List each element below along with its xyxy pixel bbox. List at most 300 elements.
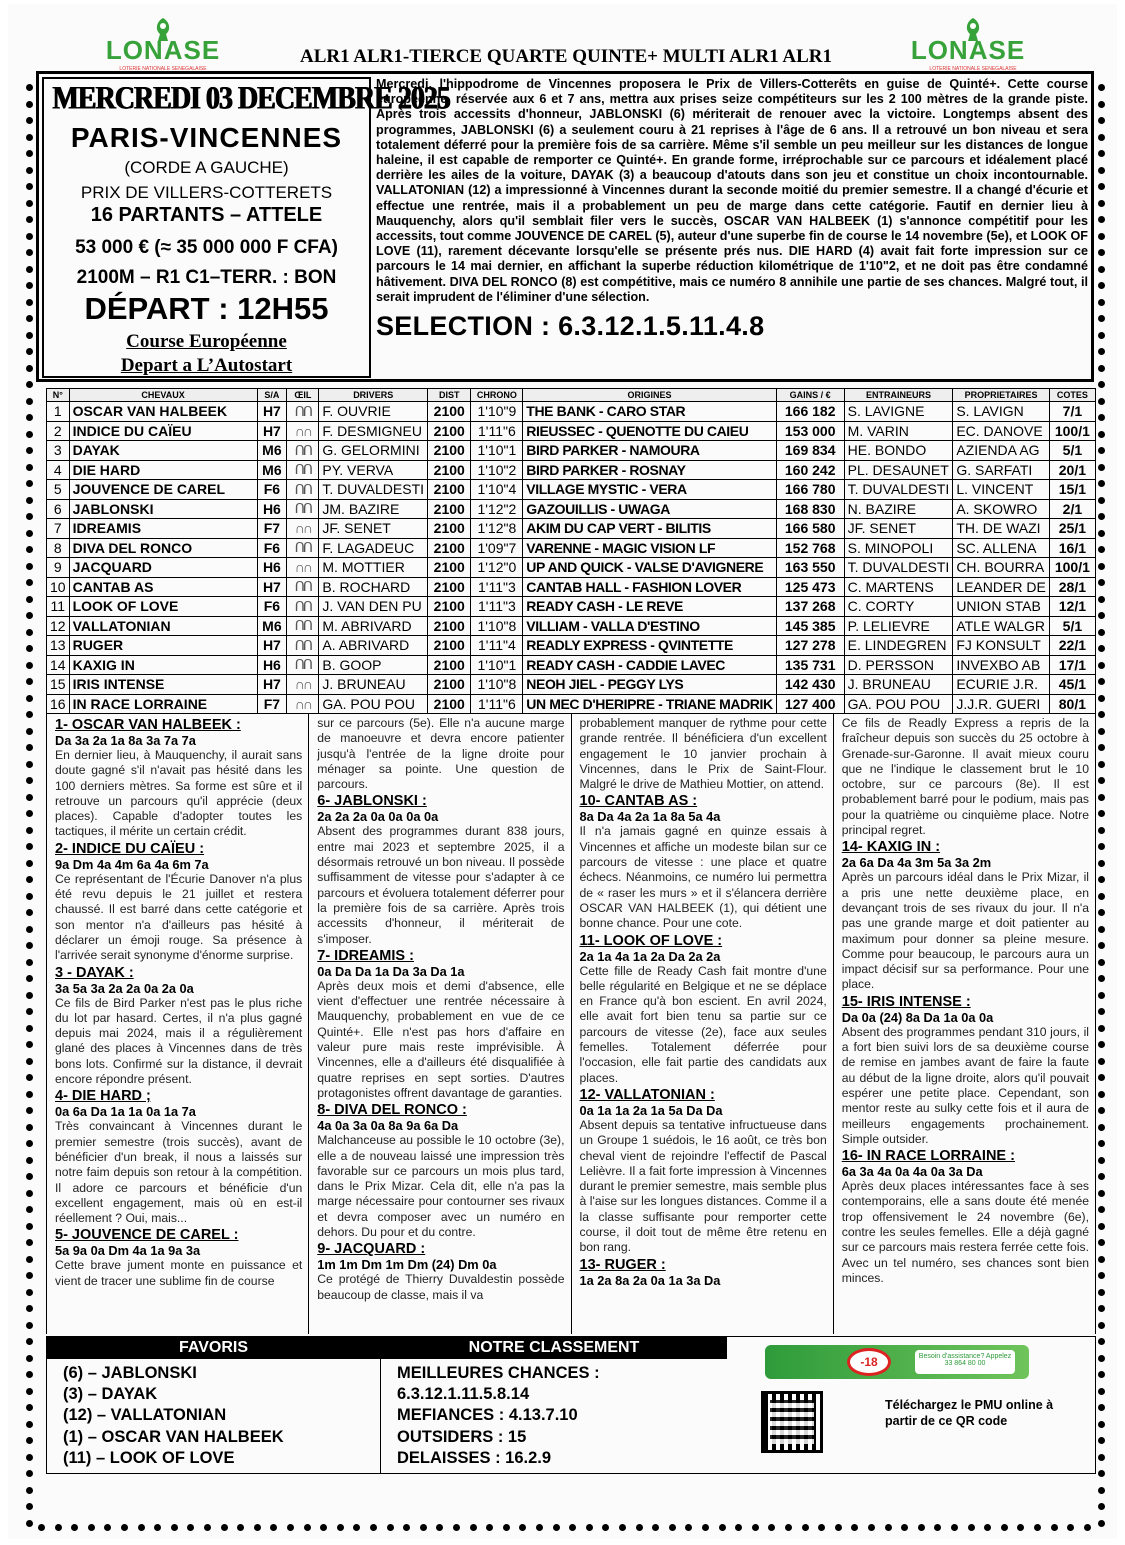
cell-origines: READY CASH - LE REVE xyxy=(523,597,776,617)
border-dot xyxy=(221,1524,228,1531)
border-dot xyxy=(1098,645,1105,652)
entry-comment: sur ce parcours (5e). Elle n'a aucune marge de manoeuvre et devra encore patienter jusqu'à l'entrée de la ligne droite pour ménager sa pointe. Une question de parcours. xyxy=(317,716,565,792)
cell-gains: 166 182 xyxy=(776,402,844,422)
border-dot xyxy=(26,1371,33,1378)
cell-cote: 20/1 xyxy=(1049,460,1095,480)
column-header: ENTRAINEURS xyxy=(844,389,953,402)
entry-comment: Absent depuis sa tentative infructueuse dans un Groupe 1 suédois, le 16 août, ce très bon cheval vient de rejoindre l'effectif de Pascal Lelièvre. Il a fait forte impression à Vincennes durant le premier semestre, mais semble plus à l'aise sur les longues distances. Comme il a la classe suffisante pour remporter cette course, il doit tout de même être retenu en bon rang. xyxy=(579,1117,827,1255)
border-dot xyxy=(1098,1256,1105,1263)
race-intro-text: Mercredi, l'hippodrome de Vincennes proposera le Prix de Villers-Cotterêts en guise de Quinté+. Cette course européenne, réservée aux 6 et 7 ans, mettra aux prises seize compétiteurs sur les 2 100 mètres de la grande piste. Après trois accessits d'honneur, JABLONSKI (6) mériterait de renouer avec la victoire. Longtemps absent des programmes, JABLONSKI (6) a seulement couru à 21 reprises à l'âge de 6 ans. Il a retrouvé un bon niveau et sera totalement déferré pour la première fois de sa carrière. Même s'il semble un peu meilleur sur les distances de longue haleine, il est capable de remporter ce Quinté+. En grande forme, irréprochable sur ce parcours et idéalement placé derrière les ailes de la voiture, DAYAK (3) a beaucoup d'atouts dans son jeu et constitue un choix incontournable. VALLATONIAN (12) a impressionné à Vincennes durant la seconde moitié du premier semestre. Il a changé d'écurie et effectue une rentrée, mais il a probablement un peu de marge dans cette catégorie. Fautif en dernier lieu à Mauquenchy, alors qu'il semblait filer vers le succès, OSCAR VAN HALBEEK (1) s'annonce compétitif pour les accessits, tout comme JOUVENCE DE CAREL (5), auteur d'une superbe fin de course le 14 novembre (5e), et LOOK OF LOVE (11), rarement décevante lorsqu'elle se présente prés nus. DIE HARD (4) avait fait forte impression sur ce parcours le 14 mai dernier, en affichant la superbe réduction kilométrique de 1'10"2, et ne doit pas être condamné hâtivement. DIVA DEL RONCO (8) est compétitive, mais ce numéro 8 annihile une partie de ses chances. Malgré tout, il serait imprudent de l'éliminer d'une sélection. xyxy=(376,77,1088,304)
border-dot xyxy=(26,744,33,751)
border-dot xyxy=(1098,1520,1105,1527)
border-dot xyxy=(26,1404,33,1411)
border-dot xyxy=(1098,1421,1105,1428)
cell-oeil: ∩∩ xyxy=(287,675,319,695)
entry-comment: Ce fils de Readly Express a repris de la fraîcheur depuis son succès du 25 octobre à Grenade-sur-Garonne. Il avait mieux couru que ne l'indique le classement brut le 10 octobre, sur ce parcours (8e). Il est probablement barré pour le podium, mais pas pour la quatrième ou cinquième place. Notre principal regret. xyxy=(841,716,1089,838)
border-dot xyxy=(1098,1371,1105,1378)
entry-title: 13- RUGER : xyxy=(579,1256,666,1273)
cell-cote: 5/1 xyxy=(1049,441,1095,461)
cell-gains: 166 580 xyxy=(776,519,844,539)
entry-title: 10- CANTAB AS : xyxy=(579,793,698,810)
border-dot xyxy=(669,1524,676,1531)
border-dot xyxy=(1098,579,1105,586)
table-row xyxy=(47,499,1096,519)
border-dot xyxy=(1098,942,1105,949)
border-dot xyxy=(586,1524,593,1531)
border-dot xyxy=(802,1524,809,1531)
border-dot xyxy=(353,1524,360,1531)
border-dot xyxy=(237,1524,244,1531)
cell-n: 5 xyxy=(47,480,70,500)
border-dot xyxy=(26,959,33,966)
border-dot xyxy=(26,117,33,124)
border-dot xyxy=(1098,134,1105,141)
border-dot xyxy=(1098,1074,1105,1081)
cell-proprietaire: A. SKOWRO xyxy=(953,499,1049,519)
table-row xyxy=(47,655,1096,675)
border-dot xyxy=(1098,876,1105,883)
race-depart: DÉPART : 12H55 xyxy=(84,291,329,326)
cell-n: 11 xyxy=(47,597,70,617)
border-dot xyxy=(785,1524,792,1531)
border-dot xyxy=(1098,1140,1105,1147)
border-dot xyxy=(26,1058,33,1065)
cell-proprietaire: G. SARFATI xyxy=(953,460,1049,480)
cell-origines: THE BANK - CARO STAR xyxy=(523,402,776,422)
border-dot xyxy=(719,1524,726,1531)
border-dot xyxy=(1098,150,1105,157)
cell-n: 15 xyxy=(47,675,70,695)
border-dot xyxy=(26,315,33,322)
cell-sa: F6 xyxy=(257,538,287,558)
border-dot xyxy=(26,431,33,438)
cell-cheval: CANTAB AS xyxy=(69,577,257,597)
cell-driver: M. ABRIVARD xyxy=(319,616,428,636)
cell-n: 9 xyxy=(47,558,70,578)
cell-n: 1 xyxy=(47,402,70,422)
cell-dist: 2100 xyxy=(428,577,471,597)
cell-chrono: 1'10"1 xyxy=(471,441,523,461)
column-header: PROPRIETAIRES xyxy=(953,389,1049,402)
cell-dist: 2100 xyxy=(428,499,471,519)
cell-oeil: ∩∩ xyxy=(287,519,319,539)
cell-n: 7 xyxy=(47,519,70,539)
entry-performances: 0a 1a 1a 2a 1a 5a Da Da xyxy=(579,1102,723,1118)
cell-cheval: IRIS INTENSE xyxy=(69,675,257,695)
border-dot xyxy=(71,1524,78,1531)
entry-title: 9- JACQUARD : xyxy=(317,1241,426,1258)
border-dot xyxy=(26,546,33,553)
lonase-tagline: LOTERIE NATIONALE SENEGALAISE xyxy=(929,66,1017,72)
race-info-panel xyxy=(42,77,450,378)
cell-gains: 137 268 xyxy=(776,597,844,617)
pmu-promo xyxy=(737,1339,1092,1471)
cell-cote: 100/1 xyxy=(1049,558,1095,578)
cell-proprietaire: J.J.R. GUERI xyxy=(953,694,1049,714)
border-dot xyxy=(1098,909,1105,916)
cell-sa: F6 xyxy=(257,597,287,617)
cell-cheval: KAXIG IN xyxy=(69,655,257,675)
cell-cheval: RUGER xyxy=(69,636,257,656)
border-dot xyxy=(1098,117,1105,124)
cell-cote: 12/1 xyxy=(1049,597,1095,617)
border-dot xyxy=(1098,447,1105,454)
race-corde: (CORDE A GAUCHE) xyxy=(124,158,289,177)
border-dot xyxy=(121,1524,128,1531)
classement-item: MEILLEURES CHANCES : xyxy=(397,1364,600,1382)
border-dot xyxy=(26,1520,33,1527)
border-dot xyxy=(1098,464,1105,471)
entry-title: 8- DIVA DEL RONCO : xyxy=(317,1102,467,1119)
cell-chrono: 1'10"1 xyxy=(471,655,523,675)
border-dot xyxy=(1098,101,1105,108)
border-dot xyxy=(370,1524,377,1531)
cell-n: 8 xyxy=(47,538,70,558)
cell-chrono: 1'11"6 xyxy=(471,694,523,714)
lonase-wordmark: LONASE xyxy=(105,35,221,65)
cell-gains: 163 550 xyxy=(776,558,844,578)
border-dot xyxy=(26,1470,33,1477)
entry-performances: 2a 1a 4a 1a 2a Da 2a 2a xyxy=(579,948,721,964)
cell-driver: B. ROCHARD xyxy=(319,577,428,597)
border-dot xyxy=(26,1256,33,1263)
lonase-tagline: LOTERIE NATIONALE SENEGALAISE xyxy=(119,66,207,72)
border-dot xyxy=(26,794,33,801)
cell-proprietaire: ATLE WALGR xyxy=(953,616,1049,636)
border-dot xyxy=(1098,1008,1105,1015)
border-dot xyxy=(254,1524,261,1531)
cell-entraineur: GA. POU POU xyxy=(844,694,953,714)
border-dot xyxy=(1098,1041,1105,1048)
border-dot xyxy=(26,398,33,405)
cell-n: 6 xyxy=(47,499,70,519)
border-dot xyxy=(26,101,33,108)
border-dot xyxy=(1098,1124,1105,1131)
cell-gains: 142 430 xyxy=(776,675,844,695)
border-dot xyxy=(26,183,33,190)
border-dot xyxy=(702,1524,709,1531)
border-dot xyxy=(26,1388,33,1395)
border-dot xyxy=(55,1524,62,1531)
qr-code-text: Téléchargez le PMU online à partir de ce QR code xyxy=(885,1398,1054,1428)
entry-title: 4- DIE HARD ; xyxy=(55,1088,151,1105)
border-dot xyxy=(26,1272,33,1279)
cell-dist: 2100 xyxy=(428,441,471,461)
border-dot xyxy=(26,414,33,421)
cell-oeil: ᑎᑎ xyxy=(287,616,319,636)
border-dot xyxy=(735,1524,742,1531)
cell-cote: 45/1 xyxy=(1049,675,1095,695)
border-dot xyxy=(885,1524,892,1531)
cell-gains: 169 834 xyxy=(776,441,844,461)
bet-types-title: ALR1 ALR1-TIERCE QUARTE QUINTE+ MULTI ALR1 ALR1 xyxy=(299,46,833,67)
cell-origines: NEOH JIEL - PEGGY LYS xyxy=(523,675,776,695)
cell-driver: JM. BAZIRE xyxy=(319,499,428,519)
cell-cheval: LOOK OF LOVE xyxy=(69,597,257,617)
cell-entraineur: HE. BONDO xyxy=(844,441,953,461)
border-dot xyxy=(26,695,33,702)
border-dot xyxy=(1084,1524,1091,1531)
border-dot xyxy=(26,1008,33,1015)
cell-dist: 2100 xyxy=(428,480,471,500)
border-dot xyxy=(503,1524,510,1531)
cell-oeil: ᑎᑎ xyxy=(287,597,319,617)
qr-code-icon[interactable] xyxy=(761,1391,823,1453)
border-dot xyxy=(918,1524,925,1531)
cell-origines: VILLAGE MYSTIC - VERA xyxy=(523,480,776,500)
cell-proprietaire: L. VINCENT xyxy=(953,480,1049,500)
entry-comment: En dernier lieu, à Mauquenchy, il aurait sans doute gagné s'il n'avait pas hésité dans les 100 derniers mètres. Sa forme est sûre et il retrouve un parcours qu'il apprécie (deux places). Capable d'adopter toutes les tactiques, il mérite un certain crédit. xyxy=(55,748,303,839)
border-dot xyxy=(26,992,33,999)
border-dot xyxy=(1098,1173,1105,1180)
cell-gains: 168 830 xyxy=(776,499,844,519)
border-dot xyxy=(968,1524,975,1531)
border-dot xyxy=(1098,414,1105,421)
border-dot xyxy=(1017,1524,1024,1531)
classement-item: MEFIANCES : 4.13.7.10 xyxy=(397,1406,578,1425)
border-dot xyxy=(1098,926,1105,933)
cell-proprietaire: INVEXBO AB xyxy=(953,655,1049,675)
border-dot xyxy=(1098,1058,1105,1065)
cell-sa: F7 xyxy=(257,694,287,714)
entry-performances: 4a 0a 3a 0a 8a 9a 6a Da xyxy=(317,1118,459,1134)
cell-sa: H6 xyxy=(257,558,287,578)
column-header: DIST xyxy=(428,389,471,402)
entry-comment: Absent des programmes durant 838 jours, entre mai 2023 et septembre 2025, il a désormais retrouvé un bon niveau. Il possède suffisamment de vitesse pour s'adapter à ce parcours et évoluera totalement déferrer pour la première fois de sa carrière. Après trois accessits d'honneur, il mériterait de s'imposer. xyxy=(317,824,565,946)
border-dot xyxy=(569,1524,576,1531)
lonase-logo-right xyxy=(898,12,1038,72)
border-dot xyxy=(1098,1190,1105,1197)
entry-title: 11- LOOK OF LOVE : xyxy=(579,932,723,949)
border-dot xyxy=(26,1041,33,1048)
lonase-logo-left xyxy=(88,12,238,72)
cell-cote: 5/1 xyxy=(1049,616,1095,636)
border-dot xyxy=(26,629,33,636)
border-dot xyxy=(1098,348,1105,355)
border-dot xyxy=(26,1437,33,1444)
cell-entraineur: J. BRUNEAU xyxy=(844,675,953,695)
race-prix: PRIX DE VILLERS-COTTERETS xyxy=(80,183,333,202)
table-row xyxy=(47,402,1096,422)
border-dot xyxy=(1098,1305,1105,1312)
entry-performances: 8a Da 4a 2a 1a 8a 5a 4a xyxy=(579,809,721,825)
border-dot xyxy=(1098,1404,1105,1411)
border-dot xyxy=(26,662,33,669)
border-dot xyxy=(835,1524,842,1531)
table-row xyxy=(47,597,1096,617)
table-row xyxy=(47,421,1096,441)
border-dot xyxy=(26,596,33,603)
classement-title: NOTRE CLASSEMENT xyxy=(381,1337,727,1359)
cell-entraineur: T. DUVALDESTI xyxy=(844,480,953,500)
border-dot xyxy=(26,447,33,454)
border-dot xyxy=(1098,480,1105,487)
border-dot xyxy=(1098,744,1105,751)
border-dot xyxy=(1098,695,1105,702)
border-dot xyxy=(1098,728,1105,735)
cell-proprietaire: S. LAVIGN xyxy=(953,402,1049,422)
border-dot xyxy=(26,497,33,504)
border-dot xyxy=(26,728,33,735)
cell-sa: M6 xyxy=(257,460,287,480)
cell-dist: 2100 xyxy=(428,558,471,578)
cell-entraineur: M. VARIN xyxy=(844,421,953,441)
commentary-columns xyxy=(46,714,1096,1334)
cell-cote: 15/1 xyxy=(1049,480,1095,500)
cell-cote: 17/1 xyxy=(1049,655,1095,675)
race-start-type: Depart a L’Autostart xyxy=(120,355,293,376)
border-dot xyxy=(26,810,33,817)
classement-panel xyxy=(381,1337,727,1473)
border-dot xyxy=(26,1239,33,1246)
entry-performances: 2a 6a Da 4a 3m 5a 3a 2m xyxy=(841,855,992,871)
cell-origines: RIEUSSEC - QUENOTTE DU CAIEU xyxy=(523,421,776,441)
assistance-note: Besoin d'assistance? Appelez 33 864 80 00 xyxy=(915,1350,1015,1374)
entry-comment: Malchanceuse au possible le 10 octobre (3e), elle a de nouveau laissé une impression très favorable sur ce parcours un mois plus tard, dans le Prix Mizar. Cela dit, elle n'a pas la marge nécessaire pour contourner ses rivaux et devra composer avec un numéro en dehors. Du pour et du contre. xyxy=(317,1133,565,1240)
responsible-gaming-banner xyxy=(765,1345,1029,1379)
column-header: COTES xyxy=(1049,389,1095,402)
cell-sa: F6 xyxy=(257,480,287,500)
border-dot xyxy=(26,1206,33,1213)
favori-item: (11) – LOOK OF LOVE xyxy=(63,1448,235,1467)
cell-dist: 2100 xyxy=(428,538,471,558)
cell-chrono: 1'12"0 xyxy=(471,558,523,578)
cell-sa: H7 xyxy=(257,636,287,656)
border-dot xyxy=(818,1524,825,1531)
border-dot xyxy=(26,233,33,240)
border-dot xyxy=(26,1454,33,1461)
border-dot xyxy=(26,777,33,784)
border-dot xyxy=(26,84,33,91)
cell-n: 10 xyxy=(47,577,70,597)
commentary-column xyxy=(309,714,571,1334)
border-dot xyxy=(26,827,33,834)
cell-proprietaire: LEANDER DE xyxy=(953,577,1049,597)
border-dot xyxy=(1098,266,1105,273)
race-course-type: Course Européenne xyxy=(126,331,287,352)
cell-sa: H6 xyxy=(257,655,287,675)
cell-sa: H6 xyxy=(257,499,287,519)
border-dot xyxy=(26,1140,33,1147)
cell-gains: 125 473 xyxy=(776,577,844,597)
cell-gains: 145 385 xyxy=(776,616,844,636)
border-dot xyxy=(1098,1388,1105,1395)
entry-comment: Après un parcours idéal dans le Prix Mizar, il a pris une nette deuxième place, en devançant trois de ses rivaux du jour. Il n'a pas une grande marge et doit patienter au maximum pour donner sa pleine mesure. Comme pour beaucoup, le parcours aura un impact décisif sur sa performance. Pour une place. xyxy=(841,870,1089,992)
border-dot xyxy=(1098,612,1105,619)
cell-driver: PY. VERVA xyxy=(319,460,428,480)
entry-performances: 0a Da Da 1a Da 3a Da 1a xyxy=(317,963,465,979)
cell-entraineur: N. BAZIRE xyxy=(844,499,953,519)
cell-dist: 2100 xyxy=(428,694,471,714)
border-dot xyxy=(652,1524,659,1531)
border-dot xyxy=(420,1524,427,1531)
border-dot xyxy=(171,1524,178,1531)
cell-gains: 160 242 xyxy=(776,460,844,480)
border-dot xyxy=(1098,1091,1105,1098)
border-dot xyxy=(1067,1524,1074,1531)
cell-cote: 16/1 xyxy=(1049,538,1095,558)
border-dot xyxy=(26,381,33,388)
cell-gains: 127 400 xyxy=(776,694,844,714)
classement-item: DELAISSES : 16.2.9 xyxy=(397,1448,552,1467)
cell-n: 13 xyxy=(47,636,70,656)
border-dot xyxy=(26,1289,33,1296)
cell-oeil: ∩∩ xyxy=(287,558,319,578)
border-dot xyxy=(1098,1355,1105,1362)
cell-sa: M6 xyxy=(257,616,287,636)
commentary-column xyxy=(572,714,834,1334)
favoris-title: FAVORIS xyxy=(47,1337,380,1359)
border-dot xyxy=(26,1338,33,1345)
border-dot xyxy=(287,1524,294,1531)
border-dot xyxy=(1098,992,1105,999)
cell-cheval: JABLONSKI xyxy=(69,499,257,519)
border-dot xyxy=(752,1524,759,1531)
table-row xyxy=(47,558,1096,578)
cell-gains: 127 278 xyxy=(776,636,844,656)
border-dot xyxy=(636,1524,643,1531)
cell-gains: 166 780 xyxy=(776,480,844,500)
table-row xyxy=(47,519,1096,539)
cell-oeil: ᑎᑎ xyxy=(287,538,319,558)
border-dot xyxy=(138,1524,145,1531)
border-dot xyxy=(1098,365,1105,372)
border-dot xyxy=(1098,1437,1105,1444)
border-dot xyxy=(26,266,33,273)
border-dot xyxy=(26,612,33,619)
border-dot xyxy=(1098,827,1105,834)
cell-entraineur: P. LELIEVRE xyxy=(844,616,953,636)
cell-cheval: DIVA DEL RONCO xyxy=(69,538,257,558)
border-dot xyxy=(204,1524,211,1531)
cell-proprietaire: CH. BOURRA xyxy=(953,558,1049,578)
entry-title: 14- KAXIG IN : xyxy=(841,839,941,856)
border-dot xyxy=(1098,431,1105,438)
border-dot xyxy=(1098,860,1105,867)
border-dot xyxy=(387,1524,394,1531)
border-dot xyxy=(951,1524,958,1531)
cell-entraineur: E. LINDEGREN xyxy=(844,636,953,656)
border-dot xyxy=(26,1487,33,1494)
cell-cote: 100/1 xyxy=(1049,421,1095,441)
border-dot xyxy=(1098,332,1105,339)
border-dot xyxy=(1098,398,1105,405)
border-dot xyxy=(1098,678,1105,685)
cell-entraineur: S. LAVIGNE xyxy=(844,402,953,422)
entry-comment: probablement manquer de rythme pour cette grande rentrée. Il bénéficiera d'un excellent engagement le 10 janvier prochain à Vincennes, dans le Prix de Saint-Flour. Malgré le drive de Mathieu Mottier, on attend. xyxy=(579,716,827,792)
border-dot xyxy=(984,1524,991,1531)
cell-chrono: 1'11"3 xyxy=(471,577,523,597)
entry-title: 5- JOUVENCE DE CAREL : xyxy=(55,1227,239,1244)
border-dot xyxy=(1034,1524,1041,1531)
entry-performances: 9a Dm 4a 4m 6a 4a 6m 7a xyxy=(55,856,209,872)
entry-comment: Absent des programmes pendant 310 jours, il a fort bien suivi lors de sa deuxième course de remise en jambes avant de faire la faute au début de la ligne droite, alors qu'il pouvait espérer une petite place. Cependant, son mentor reste au sulky cette fois et il aura de meilleurs engagements prochainement. Simple outsider. xyxy=(841,1024,1089,1146)
cell-proprietaire: SC. ALLENA xyxy=(953,538,1049,558)
cell-dist: 2100 xyxy=(428,616,471,636)
table-row xyxy=(47,538,1096,558)
entry-performances: 2a 2a 2a 0a 0a 0a 0a xyxy=(317,809,439,825)
cell-origines: AKIM DU CAP VERT - BILITIS xyxy=(523,519,776,539)
border-dot xyxy=(1098,1454,1105,1461)
cell-driver: J. VAN DEN PU xyxy=(319,597,428,617)
border-dot xyxy=(1098,513,1105,520)
cell-n: 3 xyxy=(47,441,70,461)
column-header: CHEVAUX xyxy=(69,389,257,402)
border-dot xyxy=(436,1524,443,1531)
table-row xyxy=(47,636,1096,656)
border-dot xyxy=(337,1524,344,1531)
entry-performances: 0a 6a Da 1a 1a 0a 1a 7a xyxy=(55,1104,196,1120)
